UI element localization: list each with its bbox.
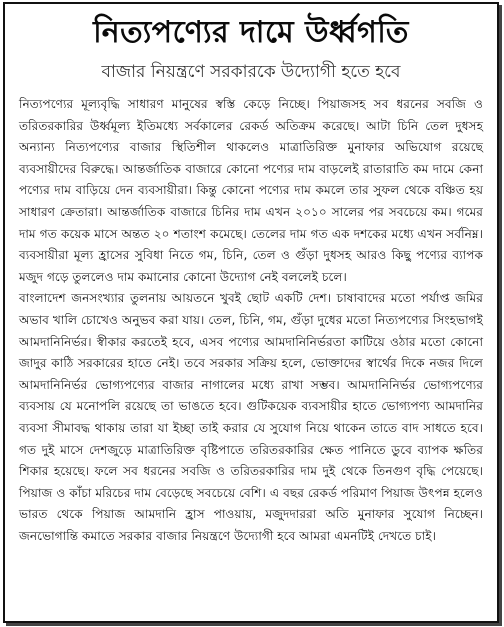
article-subheadline: বাজার নিয়ন্ত্রণে সরকারকে উদ্যোগী হতে হবে (101, 62, 401, 82)
article-paragraph: বাংলাদেশ জনসংখ্যার তুলনায় আয়তনে খুবই ছোট একটি দেশ। চাষাবাদের মতো পর্যাপ্ত জমির অভাব খালি চোখেও অনুভব করা যায়। তেল, চিনি, গম, গুঁড়া দুধের মতো নিত্যপণ্যের সিংহভাগই আমদানিনির্ভর। স্বীকার করতেই হবে, এসব পণ্যের আমদানিনির্ভরতা কাটিয়ে ওঠার মতো কোনো জাদুর কাঠি সরকারের হাতে নেই। তবে সরকার সক্রিয় হলে, ভোক্তাদের স্বার্থের দিকে নজর দিলে আমদানিনির্ভর ভোগ্যপণ্যের বাজার নাগালের মধ্যে রাখা সম্ভব। আমদানিনির্ভর ভোগ্যপণ্যের ব্যবসায় যে মনোপলি রয়েছে তা ভাঙতে হবে। গুটিকয়েক ব্যবসায়ীর হাতে ভোগ্যপণ্য আমদানির ব্যবসা সীমাবদ্ধ থাকায় তারা যা ইচ্ছা তাই করার যে সুযোগ নিয়ে থাকেন তাতে বাদ সাধতে হবে। গত দুই মাসে দেশজুড়ে মাত্রাতিরিক্ত বৃষ্টিপাতে তরিতরকারির ক্ষেত পানিতে ডুবে ব্যাপক ক্ষতির শিকার হয়েছে। ফলে সব ধরনের সবজি ও তরিতরকারির দাম দুই থেকে তিনগুণ বৃদ্ধি পেয়েছে। পিয়াজ ও কাঁচা মরিচের দাম বেড়েছে সবচেয়ে বেশি। এ বছর রেকর্ড পরিমাণ পিয়াজ উৎপন্ন হলেও ভারত থেকে পিয়াজ আমদানি হ্রাস পাওয়ায়, মজুদদাররা অতি মুনাফার সুযোগ নিচ্ছেন। জনভোগান্তি কমাতে সরকার বাজার নিয়ন্ত্রণে উদ্যোগী হবে আমরা এমনটিই দেখতে চাই। (19, 291, 483, 543)
article-paragraph: নিত্যপণ্যের মূল্যবৃদ্ধি সাধারণ মানুষের স্বস্তি কেড়ে নিচ্ছে। পিয়াজসহ সব ধরনের সবজি ও তরিতরকারির উর্ধ্বমূল্য ইতিমধ্যে সর্বকালের রেকর্ড অতিক্রম করেছে। আটা চিনি তেল দুধসহ অন্যান্য নিত্যপণ্যের বাজার স্থিতিশীল থাকলেও মাত্রাতিরিক্ত মুনাফার অভিযোগ রয়েছে ব্যবসায়ীদের বিরুদ্ধে। আন্তর্জাতিক বাজারে কোনো পণ্যের দাম বাড়লেই রাতারাতি কম দামে কেনা পণ্যের দাম বাড়িয়ে দেন ব্যবসায়ীরা। কিন্তু কোনো পণ্যের দাম কমলে তার সুফল থেকে বঞ্চিত হয় সাধারণ ক্রেতারা। আন্তর্জাতিক বাজারে চিনির দাম এখন ২০১০ সালের পর সবচেয়ে কম। গমের দাম গত কয়েক মাসে অন্তত ২০ শতাংশ কমেছে। তেলের দাম গত এক দশকের মধ্যে এখন সর্বনিম্ন। ব্যবসায়ীরা মূল্য হ্রাসের সুবিধা নিতে গম, চিনি, তেল ও গুঁড়া দুধসহ আরও কিছু পণ্যের ব্যাপক মজুদ গড়ে তুললেও দাম কমানোর কোনো উদ্যোগ নেই বললেই চলে। (19, 97, 483, 284)
article-headline: নিত্যপণ্যের দামে উর্ধ্বগতি (93, 15, 409, 50)
article-clipping (3, 2, 499, 623)
article-body (19, 94, 483, 547)
